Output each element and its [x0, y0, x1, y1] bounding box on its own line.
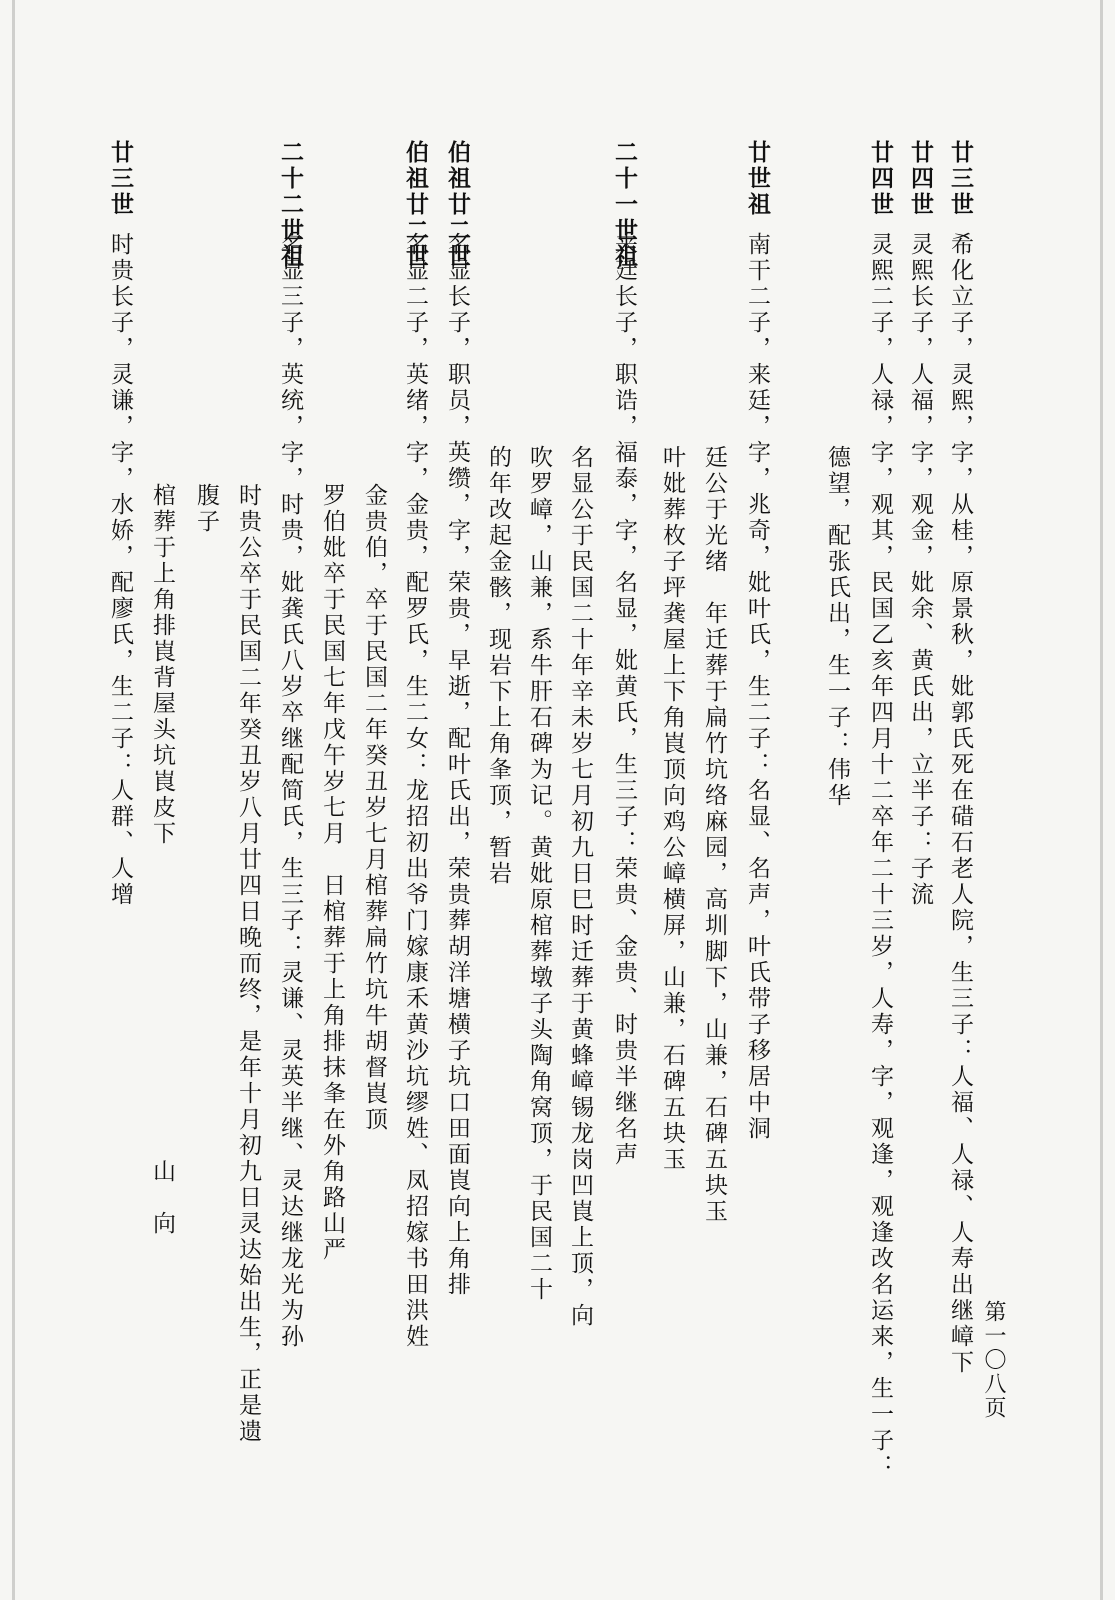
text-column: 名显长子，职员，英缵，字，荣贵，早逝，配叶氏出，荣贵葬胡洋塘横子坑口田面崀向上角排 — [444, 232, 470, 1298]
text-column: 德望，配张氏出，生一子：伟华 — [824, 445, 850, 809]
text-column: 名显公于民国二十年辛未岁七月初九日巳时迁葬于黄蜂嶂锡龙岗凹崀上顶，向 — [567, 445, 593, 1329]
scan-edge-left — [12, 0, 15, 1600]
text-column: 腹子 — [193, 483, 219, 535]
text-column: 南干二子，来廷，字，兆奇，妣叶氏，生二子：名显、名声，叶氏带子移居中洞 — [744, 232, 770, 1142]
text-column: 时贵公卒于民国二年癸丑岁八月廿四日晚而终，是年十月初九日灵达始出生，正是遗 — [235, 483, 261, 1445]
text-column: 吹罗嶂，山兼，系牛肝石碑为记。黄妣原棺葬墩子头陶角窝顶，于民国二十 — [526, 445, 552, 1303]
generation-label: 伯祖廿二世 — [402, 140, 428, 270]
text-column: 灵熙长子，人福，字，观金，妣余、黄氏出，立半子：子流 — [907, 232, 933, 908]
text-column: 来廷长子，职诰，福泰，字，名显，妣黄氏，生三子：荣贵、金贵、时贵半继名声 — [611, 232, 637, 1168]
text-column: 棺葬于上角排崀背屋头坑崀皮下 山 向 — [149, 483, 175, 1237]
generation-label: 廿世祖 — [744, 140, 770, 218]
text-column: 叶妣葬枚子坪龚屋上下角崀顶向鸡公嶂横屏，山兼，石碑五块玉 — [659, 445, 685, 1173]
text-column: 金贵伯，卒于民国二年癸丑岁七月棺葬扁竹坑牛胡督崀顶 — [361, 483, 387, 1133]
text-column: 时贵长子，灵谦，字，水娇，配廖氏，生二子：人群、人增 — [107, 232, 133, 908]
generation-label: 廿四世 — [867, 140, 893, 218]
text-column: 廷公于光绪 年迁葬于扁竹坑络麻园，高圳脚下，山兼，石碑五块玉 — [701, 445, 727, 1225]
generation-label: 廿三世 — [947, 140, 973, 218]
text-column: 希化立子，灵熙，字，从桂，原景秋，妣郭氏死在碏石老人院，生三子：人福、人禄、人寿出继嶂下 — [947, 232, 973, 1376]
generation-label: 伯祖廿二世 — [444, 140, 470, 270]
text-column: 罗伯妣卒于民国七年戊午岁七月 日棺葬于上角排抹夆在外角路山严 — [319, 483, 345, 1263]
scan-edge-right — [1100, 0, 1103, 1600]
text-column: 名显二子，英绪，字，金贵，配罗氏，生二女：龙招初出爷门嫁康禾黄沙坑缪姓、凤招嫁书田洪姓 — [402, 232, 428, 1350]
generation-label: 廿三世 — [107, 140, 133, 218]
generation-label: 廿四世 — [907, 140, 933, 218]
generation-label: 二十二世祖 — [277, 140, 303, 270]
text-column: 的年改起金骸，现岩下上角夆顶，暂岩 — [485, 445, 511, 887]
page-number: 第一〇八页 — [981, 1300, 1006, 1420]
text-column: 灵熙二子，人禄，字，观其，民国乙亥年四月十二卒年二十三岁，人寿，字，观逢，观逢改名运来，生一子： — [867, 232, 893, 1480]
text-column: 名显三子，英统，字，时贵，妣龚氏八岁卒继配简氏，生三子：灵谦、灵英半继、灵达继龙光为孙 — [277, 232, 303, 1350]
generation-label: 二十一世祖 — [611, 140, 637, 270]
